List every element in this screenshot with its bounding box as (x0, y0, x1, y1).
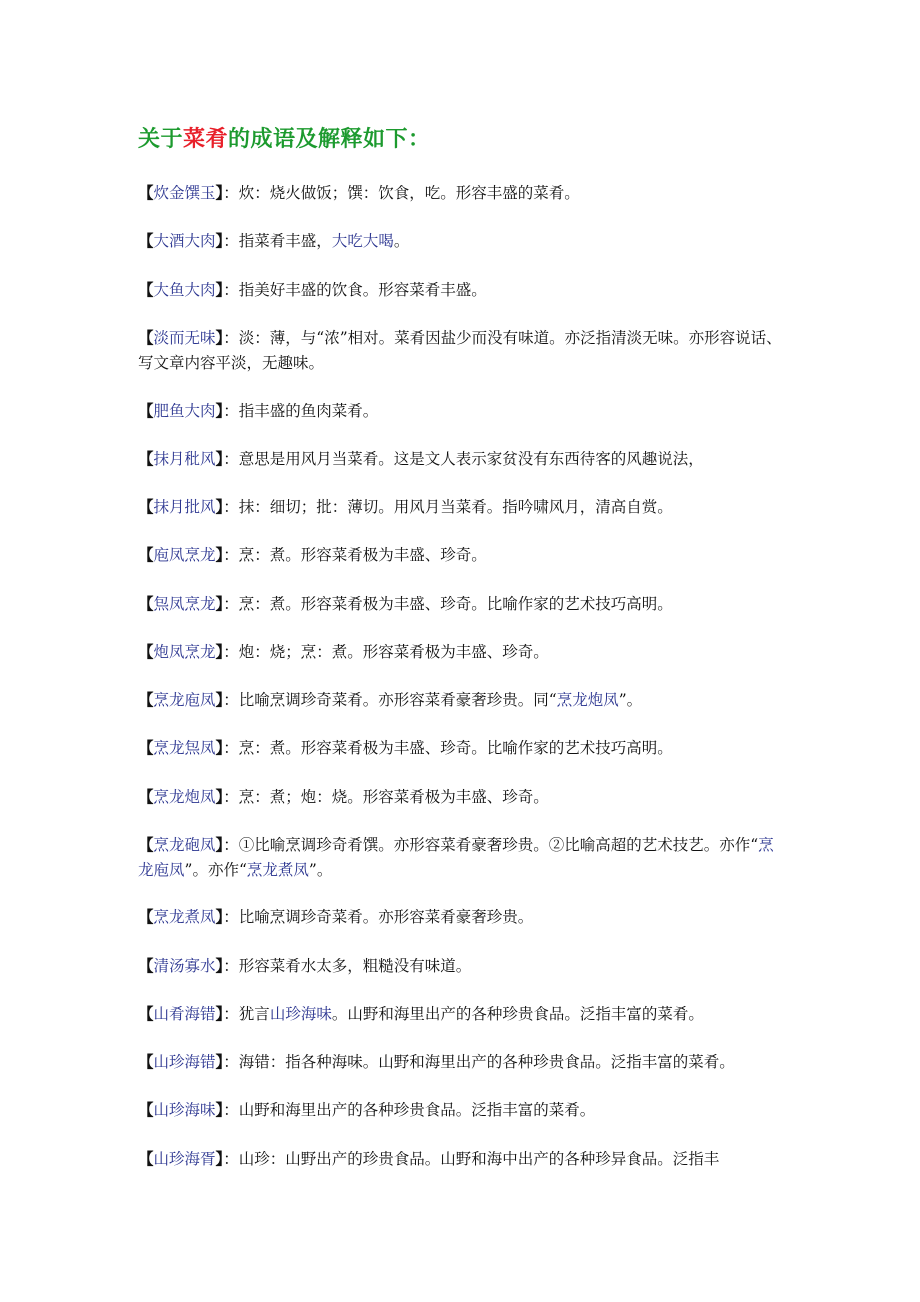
idiom-entry (138, 735, 788, 761)
related-idiom-link[interactable]: 大吃大喝 (331, 232, 394, 250)
idiom-entry (138, 542, 788, 568)
bracket-open: 【 (138, 738, 154, 757)
idiom-definition: ：形容菜肴水太多，粗糙没有味道。 (223, 957, 472, 975)
bracket-close: 】 (215, 787, 224, 806)
bracket-open: 【 (138, 594, 154, 613)
idiom-term[interactable]: 山珍海味 (153, 1101, 216, 1119)
bracket-close: 】 (215, 1149, 224, 1168)
idiom-entry (138, 180, 788, 206)
idiom-entry (138, 398, 788, 424)
page-title (138, 122, 431, 153)
idiom-term[interactable]: 烹龙炰凤 (153, 739, 216, 757)
idiom-term[interactable]: 抹月批风 (153, 498, 216, 516)
idiom-definition: ：山野和海里出产的各种珍贵食品。泛指丰富的菜肴。 (223, 1101, 596, 1119)
bracket-close: 】 (215, 690, 224, 709)
bracket-close: 】 (215, 642, 224, 661)
idiom-term[interactable]: 烹龙砲凤 (153, 836, 216, 854)
idiom-term[interactable]: 肥鱼大肉 (153, 402, 216, 420)
bracket-open: 【 (138, 642, 154, 661)
bracket-open: 【 (138, 1100, 154, 1119)
bracket-close: 】 (215, 328, 224, 347)
bracket-close: 】 (215, 401, 224, 420)
title-prefix: 关于 (138, 126, 184, 152)
idiom-entry (138, 1097, 788, 1123)
idiom-entry (138, 1049, 788, 1075)
idiom-entry (138, 832, 788, 883)
idiom-entry (138, 784, 788, 810)
bracket-open: 【 (138, 183, 154, 202)
bracket-open: 【 (138, 1149, 154, 1168)
bracket-close: 】 (215, 231, 224, 250)
bracket-close: 】 (215, 1004, 224, 1023)
bracket-close: 】 (215, 594, 224, 613)
related-idiom-link[interactable]: 山珍海味 (269, 1005, 332, 1023)
bracket-close: 】 (215, 183, 224, 202)
related-idiom-link[interactable]: 烹龙庖凤 (138, 836, 774, 879)
bracket-close: 】 (215, 1100, 224, 1119)
idiom-term[interactable]: 山珍海错 (153, 1053, 216, 1071)
bracket-open: 【 (138, 280, 154, 299)
idiom-term[interactable]: 庖凤烹龙 (153, 546, 216, 564)
idiom-term[interactable]: 大鱼大肉 (153, 281, 216, 299)
idiom-entry (138, 639, 788, 665)
idiom-term[interactable]: 山珍海胥 (153, 1150, 216, 1168)
idiom-definition: ：烹：煮。形容菜肴极为丰盛、珍奇。比喻作家的艺术技巧高明。 (223, 739, 673, 757)
bracket-close: 】 (215, 907, 224, 926)
idiom-term[interactable]: 烹龙庖凤 (153, 691, 216, 709)
bracket-close: 】 (215, 835, 224, 854)
bracket-close: 】 (215, 1052, 224, 1071)
idiom-definition: ：山珍：山野出产的珍贵食品。山野和海中出产的各种珍异食品。泛指丰 (223, 1150, 720, 1168)
idiom-entry (138, 1001, 788, 1027)
bracket-close: 】 (215, 497, 224, 516)
idiom-term[interactable]: 烹龙炮凤 (153, 788, 216, 806)
idiom-term[interactable]: 炮凤烹龙 (153, 643, 216, 661)
idiom-term[interactable]: 清汤寡水 (153, 957, 216, 975)
idiom-entry (138, 494, 788, 520)
bracket-open: 【 (138, 690, 154, 709)
idiom-definition: ：烹：煮。形容菜肴极为丰盛、珍奇。比喻作家的艺术技巧高明。 (223, 595, 673, 613)
bracket-close: 】 (215, 545, 224, 564)
definition-tail: 。 (393, 232, 410, 250)
idiom-definition: ：指美好丰盛的饮食。形容菜肴丰盛。 (223, 281, 487, 299)
idiom-definition: ：比喻烹调珍奇菜肴。亦形容菜肴豪奢珍贵。同“ (223, 691, 557, 709)
idiom-definition: ：炮：烧；烹：煮。形容菜肴极为丰盛、珍奇。 (223, 643, 549, 661)
definition-tail: ”。 (618, 691, 643, 709)
related-idiom-link[interactable]: 烹龙煮凤 (246, 861, 309, 879)
idiom-definition: ：烹：煮。形容菜肴极为丰盛、珍奇。 (223, 546, 487, 564)
idiom-entry (138, 591, 788, 617)
bracket-open: 【 (138, 401, 154, 420)
bracket-open: 【 (138, 328, 154, 347)
idiom-definition: ：犹言 (223, 1005, 270, 1023)
bracket-close: 】 (215, 956, 224, 975)
bracket-open: 【 (138, 449, 154, 468)
definition-tail: 。山野和海里出产的各种珍贵食品。泛指丰富的菜肴。 (331, 1005, 704, 1023)
idiom-term[interactable]: 炰凤烹龙 (153, 595, 216, 613)
title-suffix: 的成语及解释如下： (228, 126, 431, 152)
bracket-open: 【 (138, 497, 154, 516)
definition-tail: ”。 (308, 861, 333, 879)
title-keyword: 菜肴 (183, 126, 229, 152)
bracket-open: 【 (138, 907, 154, 926)
idiom-definition: ：淡：薄，与“浓”相对。菜肴因盐少而没有味道。亦泛指清淡无味。亦形容说话、写文章内容平淡，无趣味。 (138, 329, 782, 372)
idiom-term[interactable]: 抹月秕风 (153, 450, 216, 468)
idiom-entry (138, 446, 788, 472)
idiom-definition: ：抹：细切；批：薄切。用风月当菜肴。指吟啸风月，清高自赏。 (223, 498, 673, 516)
idiom-definition: ：海错：指各种海味。山野和海里出产的各种珍贵食品。泛指丰富的菜肴。 (223, 1053, 735, 1071)
idiom-definition: ：炊：烧火做饭；馔：饮食，吃。形容丰盛的菜肴。 (223, 184, 580, 202)
idiom-term[interactable]: 炊金馔玉 (153, 184, 216, 202)
idiom-definition: ：烹：煮；炮：烧。形容菜肴极为丰盛、珍奇。 (223, 788, 549, 806)
idiom-definition: ：指丰盛的鱼肉菜肴。 (223, 402, 379, 420)
bracket-close: 】 (215, 738, 224, 757)
idiom-definition: ：比喻烹调珍奇菜肴。亦形容菜肴豪奢珍贵。 (223, 908, 534, 926)
idiom-term[interactable]: 烹龙煮凤 (153, 908, 216, 926)
idiom-entry (138, 953, 788, 979)
bracket-close: 】 (215, 280, 224, 299)
bracket-open: 【 (138, 231, 154, 250)
bracket-open: 【 (138, 787, 154, 806)
idiom-entry (138, 1146, 788, 1172)
idiom-term[interactable]: 大酒大肉 (153, 232, 216, 250)
related-idiom-link[interactable]: 烹龙炮凤 (556, 691, 619, 709)
idiom-term[interactable]: 山肴海错 (153, 1005, 216, 1023)
idiom-definition: ：①比喻烹调珍奇肴馔。亦形容菜肴豪奢珍贵。②比喻高超的艺术技艺。亦作“ (223, 836, 759, 854)
idiom-entry (138, 687, 788, 713)
idiom-entry (138, 904, 788, 930)
definition-tail: ”。亦作“ (184, 861, 247, 879)
idiom-entry (138, 228, 788, 254)
bracket-open: 【 (138, 1052, 154, 1071)
bracket-close: 】 (215, 449, 224, 468)
idiom-entry (138, 277, 788, 303)
idiom-definition: ：意思是用风月当菜肴。这是文人表示家贫没有东西待客的风趣说法， (223, 450, 704, 468)
idiom-term[interactable]: 淡而无味 (153, 329, 216, 347)
idiom-definition: ：指菜肴丰盛， (223, 232, 332, 250)
bracket-open: 【 (138, 835, 154, 854)
idiom-entry (138, 325, 788, 376)
bracket-open: 【 (138, 1004, 154, 1023)
bracket-open: 【 (138, 956, 154, 975)
bracket-open: 【 (138, 545, 154, 564)
